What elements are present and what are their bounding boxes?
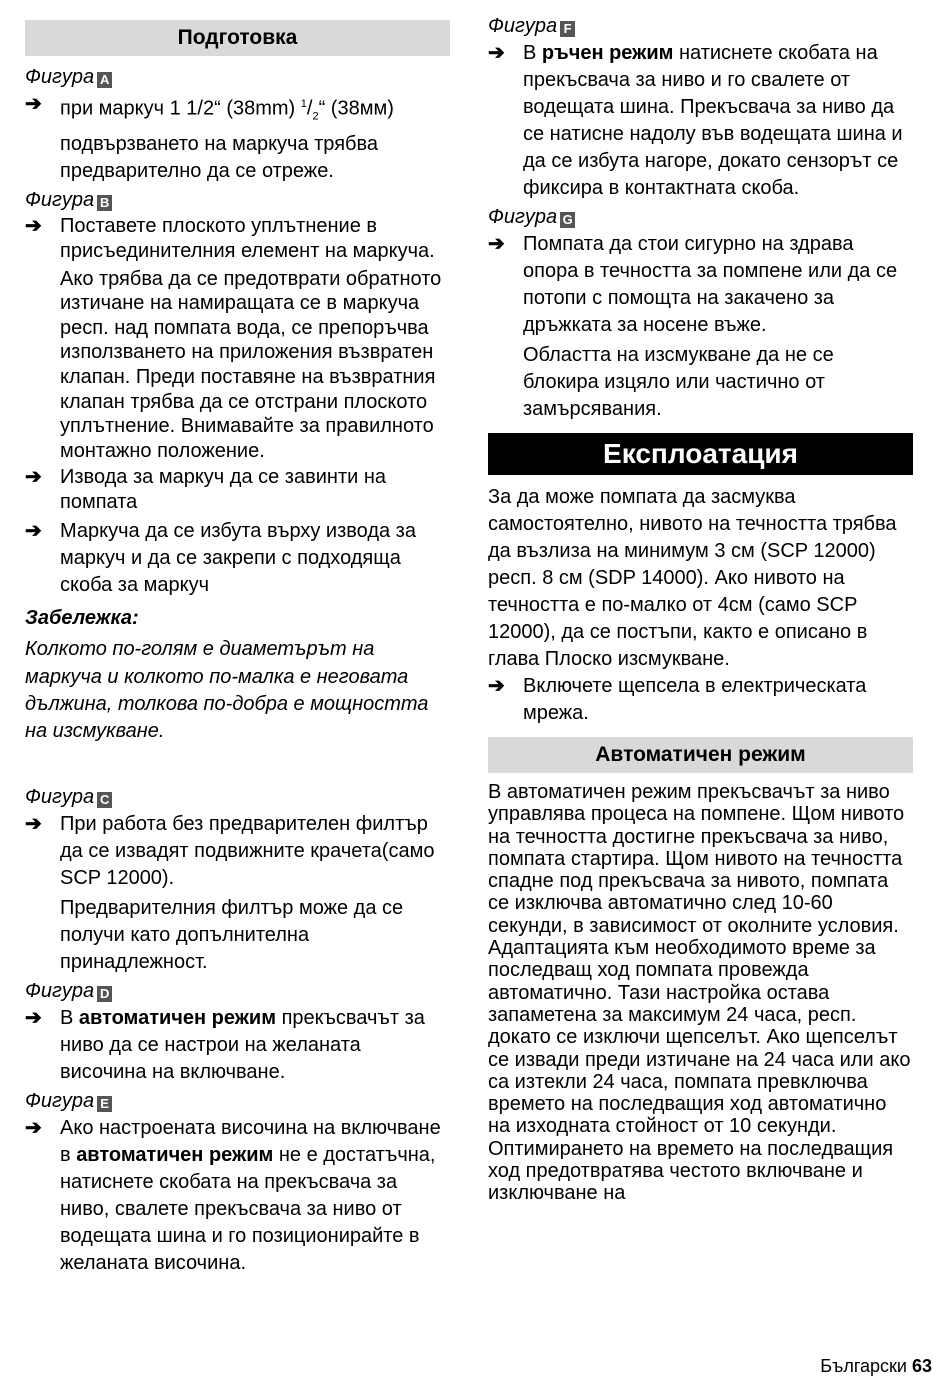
placement-continuation: Областта на изсмукване да не се блокира изцяло или частично от замърсявания.	[523, 344, 834, 420]
page-number: 63	[911, 1356, 932, 1376]
reposition-pre: Ако настроената височина на включване в	[60, 1116, 441, 1166]
figure-box-f: F	[560, 21, 575, 37]
figure-label-g	[488, 204, 913, 231]
figure-box-a: A	[97, 72, 112, 88]
instruction-hose-clamp	[25, 518, 450, 599]
gasket-continuation: Ако трябва да се предотврати обратното изтичане на намиращата се в маркуча респ. над помпата вода, се препоръчва използването на приложения възвратен клапан. Преди поставяне на възвратния клапан трябва да се отстрани плоското уплътнение. Внимавайте за правилното монтажно положение.	[60, 267, 442, 462]
left-column	[25, 0, 450, 1277]
figure-box-b: B	[97, 195, 112, 211]
arrow-icon: ➔	[488, 42, 505, 64]
figure-word: Фигура	[25, 979, 95, 1002]
figure-box-e: E	[97, 1096, 112, 1112]
hose-sub: 2	[312, 110, 319, 123]
instruction-reposition-switch	[25, 1115, 450, 1277]
arrow-icon: ➔	[488, 675, 505, 697]
page-footer	[820, 1356, 932, 1377]
figure-label-f	[488, 13, 913, 40]
arrow-icon: ➔	[25, 214, 42, 237]
hose-text-post: “ (38мм) подвързването на маркуча трябва предварително да се отреже.	[60, 97, 394, 182]
placement-text: Помпата да стои сигурно на здрава опора в течността за помпене или да се потопи с помощта на закачено за дръжката за носене въже.	[523, 233, 898, 336]
figure-label-e	[25, 1088, 450, 1115]
gasket-text: Поставете плоското уплътнение в присъединителния елемент на маркуча.	[60, 214, 435, 262]
section-heading-automatic-mode: Автоматичен режим	[488, 737, 913, 773]
automatic-mode-text: В автоматичен режим прекъсвачът за ниво управлява процеса на помпене. Щом нивото на течността достигне прекъсвача за ниво, помпата стартира. Щом нивото на течността спадне под прекъсвача за нивото, помпата се изключва автоматично след 10-60 секунди, в зависимост от околните условия. Адаптацията към необходимото време за последващ ход помпата провежда автоматично. Тази настройка остава запаметена за максимум 24 часа, респ. докато се изключи щепселът. Ако щепселът се извади преди изтичане на 24 часа или ако са изтекли 24 часа, помпата превключва времето на последващия ход автоматично на изходната стойност от 10 секунди.	[488, 781, 911, 1138]
instruction-pump-placement	[488, 231, 913, 339]
figure-word: Фигура	[488, 206, 558, 228]
hose-outlet-text: Извода за маркуч да се завинти на помпата	[60, 466, 386, 514]
figure-word: Фигура	[25, 1089, 95, 1112]
figure-label-a	[25, 64, 450, 91]
instruction-hose-outlet	[25, 465, 450, 515]
arrow-icon: ➔	[25, 1006, 42, 1029]
figure-box-d: D	[97, 986, 112, 1002]
automatic-mode-text-2: Оптимирането на времето на последващия ход предотвратява честото включване и изключване на	[488, 1137, 894, 1205]
section-heading-preparation: Подготовка	[25, 20, 450, 56]
prefilter-continuation: Предварителния филтър може да се получи като допълнителна принадлежност.	[60, 896, 404, 973]
auto-level-bold: автоматичен режим	[78, 1006, 277, 1029]
instruction-gasket	[25, 214, 450, 264]
note-text: Колкото по-голям е диаметърът на маркуча и колкото по-малка е неговата дължина, толкова по-добра е мощността на изсмукване.	[25, 638, 429, 743]
instruction-prefilter	[25, 811, 450, 892]
reposition-post: не е достатъчна, натиснете скобата на прекъсвача за ниво, свалете прекъсвача за ниво от водещата шина и го позиционирайте в желаната височина.	[60, 1143, 436, 1274]
right-column	[488, 0, 913, 1205]
arrow-icon: ➔	[25, 93, 42, 115]
figure-word: Фигура	[25, 188, 95, 211]
instruction-plug-in	[488, 673, 913, 727]
instruction-manual-mode	[488, 40, 913, 202]
arrow-icon: ➔	[488, 233, 505, 255]
auto-level-pre: В	[60, 1006, 79, 1029]
manual-post: натиснете скобата на прекъсвача за ниво и го свалете от водещата шина. Прекъсвача за ниво да се натисне надолу във водещата шина и да се избута нагоре, докато сензорът се фиксира в контактната скоба.	[523, 42, 903, 199]
figure-word: Фигура	[488, 15, 558, 37]
arrow-icon: ➔	[25, 466, 42, 489]
arrow-icon: ➔	[25, 812, 42, 835]
note-title: Забележка:	[25, 607, 139, 630]
prefilter-text: При работа без предварителен филтър да се извадят подвижните крачета(само SCP 12000).	[60, 812, 435, 889]
reposition-bold: автоматичен режим	[76, 1143, 274, 1166]
hose-slash: /	[306, 97, 313, 120]
arrow-icon: ➔	[25, 1116, 42, 1139]
hose-text-pre: при маркуч 1 1/2“ (38mm)	[60, 97, 301, 120]
figure-box-c: C	[97, 792, 112, 808]
instruction-auto-level	[25, 1005, 450, 1086]
plug-in-text: Включете щепсела в електрическата мрежа.	[523, 675, 867, 724]
figure-label-c	[25, 784, 450, 811]
hose-clamp-text: Маркуча да се избута върху извода за маркуч и да се закрепи с подходяща скоба за маркуч	[60, 520, 416, 597]
figure-label-d	[25, 978, 450, 1005]
hose-sup: 1	[300, 98, 307, 110]
manual-pre: В	[523, 42, 542, 64]
figure-box-g: G	[560, 212, 575, 228]
manual-bold: ръчен режим	[541, 42, 674, 64]
figure-label-b	[25, 187, 450, 214]
figure-word: Фигура	[25, 785, 95, 808]
section-heading-operation: Експлоатация	[488, 433, 913, 475]
auto-level-post: прекъсвачът за ниво да се настрои на желаната височина на включване.	[60, 1006, 425, 1083]
footer-language: Български	[820, 1356, 907, 1376]
arrow-icon: ➔	[25, 520, 42, 543]
operation-text: За да може помпата да засмуква самостоятелно, нивото на течността трябва да възлиза на минимум 3 см (SCP 12000) респ. 8 см (SDP 14000). Ако нивото на течността е по-малко от 4см (само SCP 12000), да се постъпи, както е описано в глава Плоско изсмукване.	[488, 486, 897, 670]
instruction-hose-cut	[25, 91, 450, 185]
figure-word: Фигура	[25, 66, 95, 88]
